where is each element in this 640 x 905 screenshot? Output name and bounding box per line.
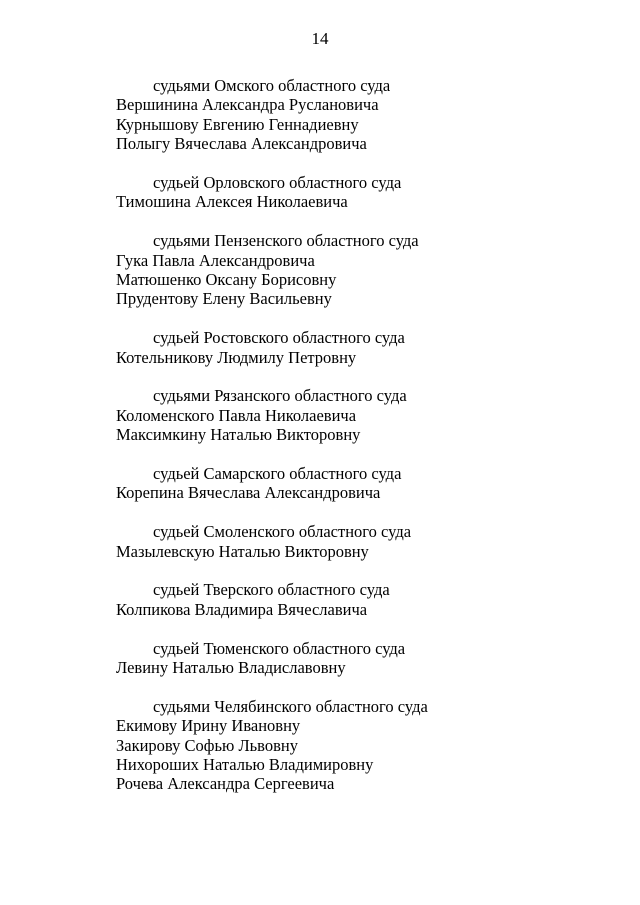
section-omsk-court xyxy=(116,76,576,154)
section-ryazan-court xyxy=(116,386,576,444)
judge-name: Гука Павла Александровича xyxy=(116,250,315,270)
section-heading: судьей Ростовского областного суда xyxy=(153,328,405,348)
section-heading: судьей Тверского областного суда xyxy=(153,580,390,600)
judge-name: Курнышову Евгению Геннадиевну xyxy=(116,114,359,134)
judge-name: Вершинина Александра Руслановича xyxy=(116,95,379,115)
section-heading: судьей Орловского областного суда xyxy=(153,173,402,193)
section-heading: судьей Смоленского областного суда xyxy=(153,522,412,542)
judge-name: Прудентову Елену Васильевну xyxy=(116,289,332,309)
section-heading: судьей Тюменского областного суда xyxy=(153,638,406,658)
section-samara-court xyxy=(116,464,576,503)
judge-name: Левину Наталью Владиславовну xyxy=(116,658,346,678)
section-penza-court xyxy=(116,231,576,309)
judge-name: Нихороших Наталью Владимировну xyxy=(116,755,374,775)
judge-name: Мазылевскую Наталью Викторовну xyxy=(116,541,369,561)
page-number: 14 xyxy=(311,29,329,48)
judge-name: Екимову Ирину Ивановну xyxy=(116,716,301,736)
section-heading: судьями Челябинского областного суда xyxy=(153,696,428,716)
judge-name: Корепина Вячеслава Александровича xyxy=(116,483,381,503)
section-tver-court xyxy=(116,580,576,619)
section-heading: судьей Самарского областного суда xyxy=(153,464,402,484)
document-body xyxy=(116,76,576,813)
section-chelyabinsk-court xyxy=(116,697,576,794)
judge-name: Максимкину Наталью Викторовну xyxy=(116,425,361,445)
section-rostov-court xyxy=(116,328,576,367)
judge-name: Матюшенко Оксану Борисовну xyxy=(116,270,337,290)
judge-name: Тимошина Алексея Николаевича xyxy=(116,192,348,212)
judge-name: Закирову Софью Львовну xyxy=(116,735,298,755)
section-heading: судьями Омского областного суда xyxy=(153,76,391,95)
section-heading: судьями Пензенского областного суда xyxy=(153,231,419,251)
judge-name: Колпикова Владимира Вячеславича xyxy=(116,599,368,619)
judge-name: Коломенского Павла Николаевича xyxy=(116,405,357,425)
section-heading: судьями Рязанского областного суда xyxy=(153,386,407,406)
section-tyumen-court xyxy=(116,639,576,678)
judge-name: Рочева Александра Сергеевича xyxy=(116,774,335,794)
judge-name: Котельникову Людмилу Петровну xyxy=(116,347,357,367)
section-oryol-court xyxy=(116,173,576,212)
section-smolensk-court xyxy=(116,522,576,561)
judge-name: Полыгу Вячеслава Александровича xyxy=(116,134,367,154)
